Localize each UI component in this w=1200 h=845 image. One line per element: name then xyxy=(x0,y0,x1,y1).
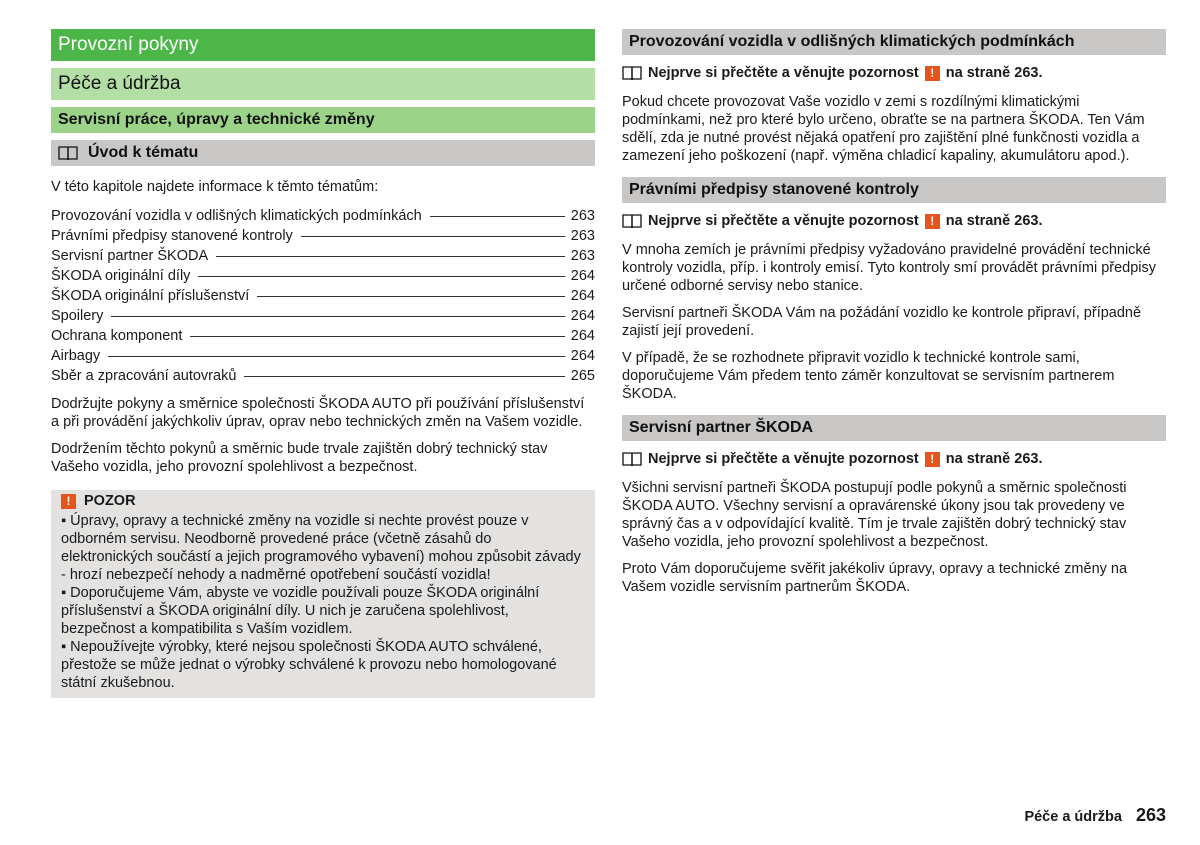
toc-title: ŠKODA originální příslušenství xyxy=(51,288,250,304)
toc-title: Airbagy xyxy=(51,348,101,364)
right-column xyxy=(622,29,1166,596)
toc-row xyxy=(51,286,595,306)
section-heading: Provozování vozidla v odlišných klimatických podmínkách xyxy=(629,33,1075,50)
paragraph: V mnoha zemích je právními předpisy vyžadováno pravidelné provádění technické kontroly vozidla, příp. i kontroly emisí. Tyto kontroly smí provádět právními předpisy určené odborné servisy nebo stanice. xyxy=(622,242,1157,294)
warning-item: ▪ Nepoužívejte výrobky, které nejsou společnosti ŠKODA AUTO schválené, přestože se může jednat o výrobky schválené k provozu nebo homologované státní zkušebnou. xyxy=(61,639,557,691)
warning-body xyxy=(51,512,595,698)
toc-row xyxy=(51,326,595,346)
toc-row xyxy=(51,266,595,286)
page-footer xyxy=(1024,805,1166,826)
toc-page: 264 xyxy=(570,328,595,344)
section-heading: Servisní partner ŠKODA xyxy=(629,419,814,436)
paragraph: Proto Vám doporučujeme svěřit jakékoliv úpravy, opravy a technické změny na Vašem vozidle servisním partnerům ŠKODA. xyxy=(622,561,1128,595)
warning-item: ▪ Úpravy, opravy a technické změny na vozidle si nechte provést pouze v odborném servisu. Neodborně provedené práce (včetně zásahů do elektronických součástí a jejich programového vybavení) mohou způsobit závady - hrozí nebezpečí nehody a nadměrné opotřebení součástí vozidla! xyxy=(61,513,581,583)
toc-title: Právními předpisy stanovené kontroly xyxy=(51,228,293,244)
toc-leader xyxy=(198,276,565,277)
toc-page: 265 xyxy=(570,368,595,384)
toc-row xyxy=(51,346,595,366)
reference-text: Nejprve si přečtěte a věnujte pozornost xyxy=(648,451,919,467)
toc-title: Servisní partner ŠKODA xyxy=(51,248,209,264)
toc-row xyxy=(51,366,595,386)
paragraph: Pokud chcete provozovat Vaše vozidlo v zemi s rozdílnými klimatickými podmínkami, než pro které bylo určeno, obraťte se na partnera ŠKODA. Ten Vám sdělí, zda je nutné provést nějaká opatření pro zajištění plné funkčnosti vozidla a zamezení jeho poškození (např. výměna chladicí kapaliny, akumulátoru apod.). xyxy=(622,94,1145,164)
toc-page: 263 xyxy=(570,228,595,244)
warning-icon: ! xyxy=(925,214,940,229)
reference-page: na straně 263. xyxy=(945,213,1043,229)
toc-row xyxy=(51,306,595,326)
section-heading-bar xyxy=(622,415,1166,441)
toc-page: 263 xyxy=(570,208,595,224)
warning-label: POZOR xyxy=(84,493,136,509)
toc-title: ŠKODA originální díly xyxy=(51,268,191,284)
toc-title: Ochrana komponent xyxy=(51,328,183,344)
footer-section: Péče a údržba xyxy=(1024,809,1122,825)
toc-leader xyxy=(190,336,565,337)
toc-leader xyxy=(257,296,565,297)
paragraph: Servisní partneři ŠKODA Vám na požádání vozidlo ke kontrole připraví, případně zajistí její provedení. xyxy=(622,305,1142,339)
book-icon xyxy=(622,213,642,229)
read-first-reference xyxy=(622,451,1166,467)
warning-header xyxy=(51,490,595,512)
toc-page: 264 xyxy=(570,348,595,364)
warning-item: ▪ Doporučujeme Vám, abyste ve vozidle používali pouze ŠKODA originální příslušenství a ŠKODA originální díly. U nich je zaručena spolehlivost, bezpečnost a kompatibilita s Vaším vozidlem. xyxy=(61,585,540,637)
paragraph: Dodržujte pokyny a směrnice společnosti ŠKODA AUTO při používání příslušenství a při provádění jakýchkoliv úprav, oprav nebo technických změn na Vašem vozidle. xyxy=(51,396,585,430)
toc-leader xyxy=(111,316,565,317)
chapter-heading: Provozní pokyny xyxy=(51,29,595,61)
book-icon xyxy=(622,65,642,81)
toc-title: Sběr a zpracování autovraků xyxy=(51,368,237,384)
table-of-contents xyxy=(51,206,595,386)
warning-box xyxy=(51,490,595,698)
intro-heading-bar xyxy=(51,140,595,166)
section-heading-bar xyxy=(622,177,1166,203)
paragraph: Dodržením těchto pokynů a směrnic bude trvale zajištěn dobrý technický stav Vašeho vozidla, jeho provozní spolehlivost a bezpečnost. xyxy=(51,441,548,475)
reference-text: Nejprve si přečtěte a věnujte pozornost xyxy=(648,65,919,81)
intro-text: V této kapitole najdete informace k těmto tématům: xyxy=(51,179,379,195)
toc-leader xyxy=(244,376,565,377)
book-icon xyxy=(58,145,78,161)
toc-page: 264 xyxy=(570,308,595,324)
toc-title: Spoilery xyxy=(51,308,104,324)
read-first-reference xyxy=(622,65,1166,81)
read-first-reference xyxy=(622,213,1166,229)
reference-text: Nejprve si přečtěte a věnujte pozornost xyxy=(648,213,919,229)
warning-icon: ! xyxy=(61,494,76,509)
warning-icon: ! xyxy=(925,452,940,467)
reference-page: na straně 263. xyxy=(945,65,1043,81)
toc-page: 264 xyxy=(570,288,595,304)
reference-page: na straně 263. xyxy=(945,451,1043,467)
toc-row xyxy=(51,206,595,226)
toc-leader xyxy=(301,236,565,237)
paragraph: Všichni servisní partneři ŠKODA postupují podle pokynů a směrnic společnosti ŠKODA AUTO. Všechny servisní a opravárenské úkony jsou tak provedeny ve správný čas a v odpovídající kvalitě. Tím je trvale zajištěn dobrý technický stav Vašeho vozidla, jeho provozní spolehlivost a bezpečnost. xyxy=(622,480,1127,550)
toc-page: 264 xyxy=(570,268,595,284)
toc-title: Provozování vozidla v odlišných klimatických podmínkách xyxy=(51,208,422,224)
section-heading: Péče a údržba xyxy=(51,68,595,100)
section-heading-bar xyxy=(622,29,1166,55)
book-icon xyxy=(622,451,642,467)
toc-leader xyxy=(430,216,565,217)
section-heading: Právními předpisy stanovené kontroly xyxy=(629,181,919,198)
toc-leader xyxy=(216,256,565,257)
toc-row xyxy=(51,226,595,246)
toc-row xyxy=(51,246,595,266)
page-number: 263 xyxy=(1135,805,1166,825)
toc-leader xyxy=(108,356,565,357)
toc-page: 263 xyxy=(570,248,595,264)
intro-heading: Úvod k tématu xyxy=(88,144,199,161)
subsection-heading: Servisní práce, úpravy a technické změny xyxy=(51,107,595,133)
paragraph: V případě, že se rozhodnete připravit vozidlo k technické kontrole sami, doporučujeme Vám předem tento záměr konzultovat se servisním partnerem ŠKODA. xyxy=(622,350,1115,402)
left-column xyxy=(51,29,595,698)
warning-icon: ! xyxy=(925,66,940,81)
